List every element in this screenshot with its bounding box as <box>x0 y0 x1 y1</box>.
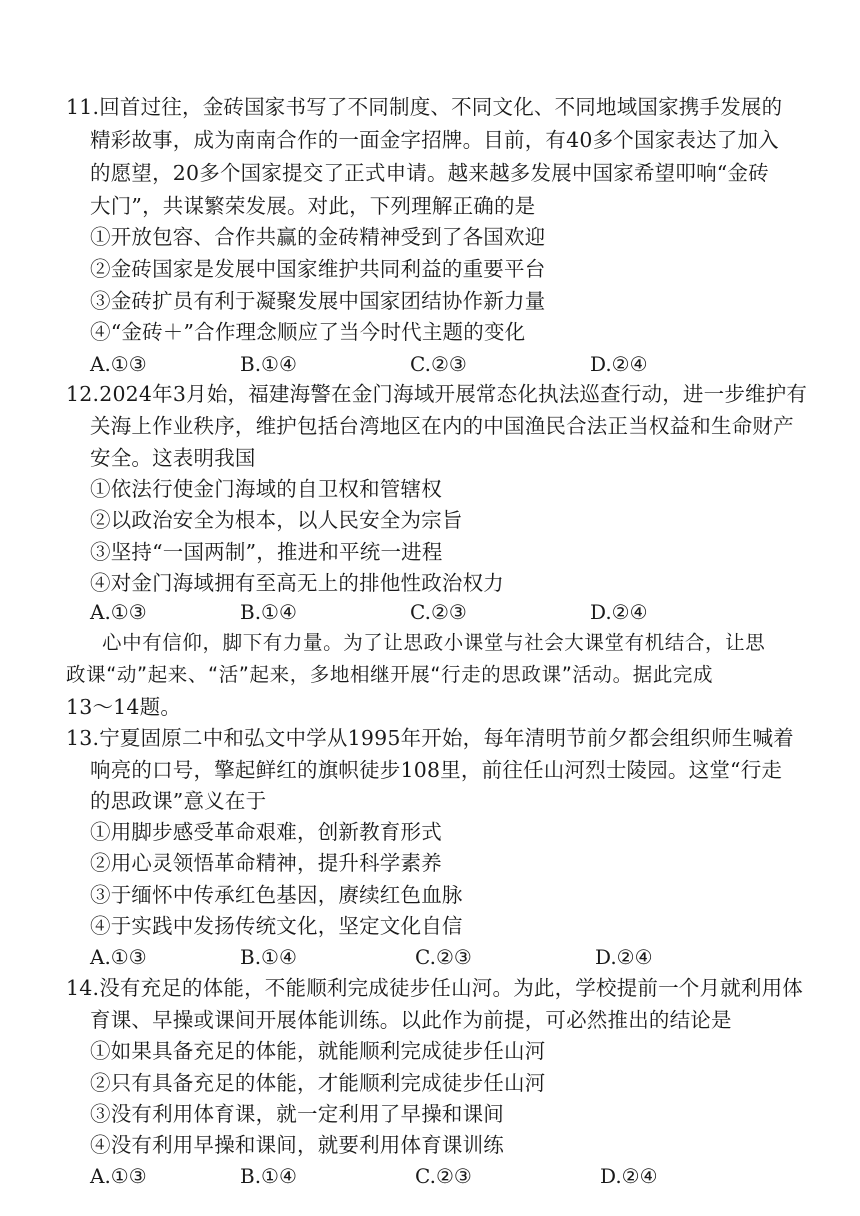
question-11-stem-line-4: 大门”，共谋繁荣发展。对此，下列理解正确的是 <box>90 194 536 218</box>
option-d[interactable]: D.②④ <box>590 600 648 624</box>
option-b[interactable]: B.①④ <box>240 1164 297 1188</box>
question-13-stem-line-1: 13.宁夏固原二中和弘文中学从1995年开始，每年清明节前夕都会组织师生喊着 <box>66 726 794 750</box>
question-11-statement-3: ③金砖扩员有利于凝聚发展中国家团结协作新力量 <box>90 289 546 313</box>
question-14-statement-4: ④没有利用早操和课间，就要利用体育课训练 <box>90 1133 504 1157</box>
question-14-stem-line-2: 育课、早操或课间开展体能训练。以此作为前提，可必然推出的结论是 <box>90 1008 732 1032</box>
option-b[interactable]: B.①④ <box>240 600 297 624</box>
question-13-stem-line-2: 响亮的口号，擎起鲜红的旗帜徒步108里，前往任山河烈士陵园。这堂“行走 <box>90 758 783 782</box>
question-12-statement-3: ③坚持“一国两制”，推进和平统一进程 <box>90 540 443 564</box>
option-d[interactable]: D.②④ <box>595 945 653 969</box>
question-14-statement-3: ③没有利用体育课，就一定利用了早操和课间 <box>90 1102 504 1126</box>
question-13-statement-2: ②用心灵领悟革命精神，提升科学素养 <box>90 851 442 875</box>
question-11-stem-line-3: 的愿望，20多个国家提交了正式申请。越来越多发展中国家希望叩响“金砖 <box>90 161 769 185</box>
option-d[interactable]: D.②④ <box>600 1164 658 1188</box>
question-14-stem-line-1: 14.没有充足的体能，不能顺利完成徒步任山河。为此，学校提前一个月就利用体 <box>66 976 803 1000</box>
option-a[interactable]: A.①③ <box>90 352 147 376</box>
option-a[interactable]: A.①③ <box>90 945 147 969</box>
option-d[interactable]: D.②④ <box>590 352 648 376</box>
question-13-statement-4: ④于实践中发扬传统文化，坚定文化自信 <box>90 914 463 938</box>
question-13-statement-1: ①用脚步感受革命艰难，创新教育形式 <box>90 820 442 844</box>
option-b[interactable]: B.①④ <box>240 352 297 376</box>
question-11-statement-1: ①开放包容、合作共赢的金砖精神受到了各国欢迎 <box>90 225 546 249</box>
question-14-statement-1: ①如果具备充足的体能，就能顺利完成徒步任山河 <box>90 1039 546 1063</box>
question-12-stem-line-3: 安全。这表明我国 <box>90 446 256 470</box>
question-13-stem-line-3: 的思政课”意义在于 <box>90 789 267 813</box>
question-11-statement-4: ④“金砖＋”合作理念顺应了当今时代主题的变化 <box>90 320 526 344</box>
passage-line-3: 13～14题。 <box>66 695 182 719</box>
option-a[interactable]: A.①③ <box>90 600 147 624</box>
question-11-stem-line-1: 11.回首过往，金砖国家书写了不同制度、不同文化、不同地域国家携手发展的 <box>66 95 783 119</box>
question-11-stem-line-2: 精彩故事，成为南南合作的一面金字招牌。目前，有40多个国家表达了加入 <box>90 128 779 152</box>
question-14-statement-2: ②只有具备充足的体能，才能顺利完成徒步任山河 <box>90 1071 546 1095</box>
question-12-statement-2: ②以政治安全为根本，以人民安全为宗旨 <box>90 508 463 532</box>
option-c[interactable]: C.②③ <box>410 600 467 624</box>
question-12-statement-1: ①依法行使金门海域的自卫权和管辖权 <box>90 477 442 501</box>
question-12-stem-line-2: 关海上作业秩序，维护包括台湾地区在内的中国渔民合法正当权益和生命财产 <box>90 414 794 438</box>
option-b[interactable]: B.①④ <box>240 945 297 969</box>
question-12-stem-line-1: 12.2024年3月始，福建海警在金门海域开展常态化执法巡查行动，进一步维护有 <box>66 382 808 406</box>
option-c[interactable]: C.②③ <box>410 352 467 376</box>
passage-line-1: 心中有信仰，脚下有力量。为了让思政小课堂与社会大课堂有机结合，让思 <box>102 631 766 654</box>
passage-line-2: 政课“动”起来、“活”起来，多地相继开展“行走的思政课”活动。据此完成 <box>66 663 714 686</box>
option-c[interactable]: C.②③ <box>415 1164 472 1188</box>
question-12-statement-4: ④对金门海域拥有至高无上的排他性政治权力 <box>90 571 504 595</box>
question-11-statement-2: ②金砖国家是发展中国家维护共同利益的重要平台 <box>90 257 546 281</box>
question-13-statement-3: ③于缅怀中传承红色基因，赓续红色血脉 <box>90 883 463 907</box>
option-c[interactable]: C.②③ <box>415 945 472 969</box>
option-a[interactable]: A.①③ <box>90 1164 147 1188</box>
